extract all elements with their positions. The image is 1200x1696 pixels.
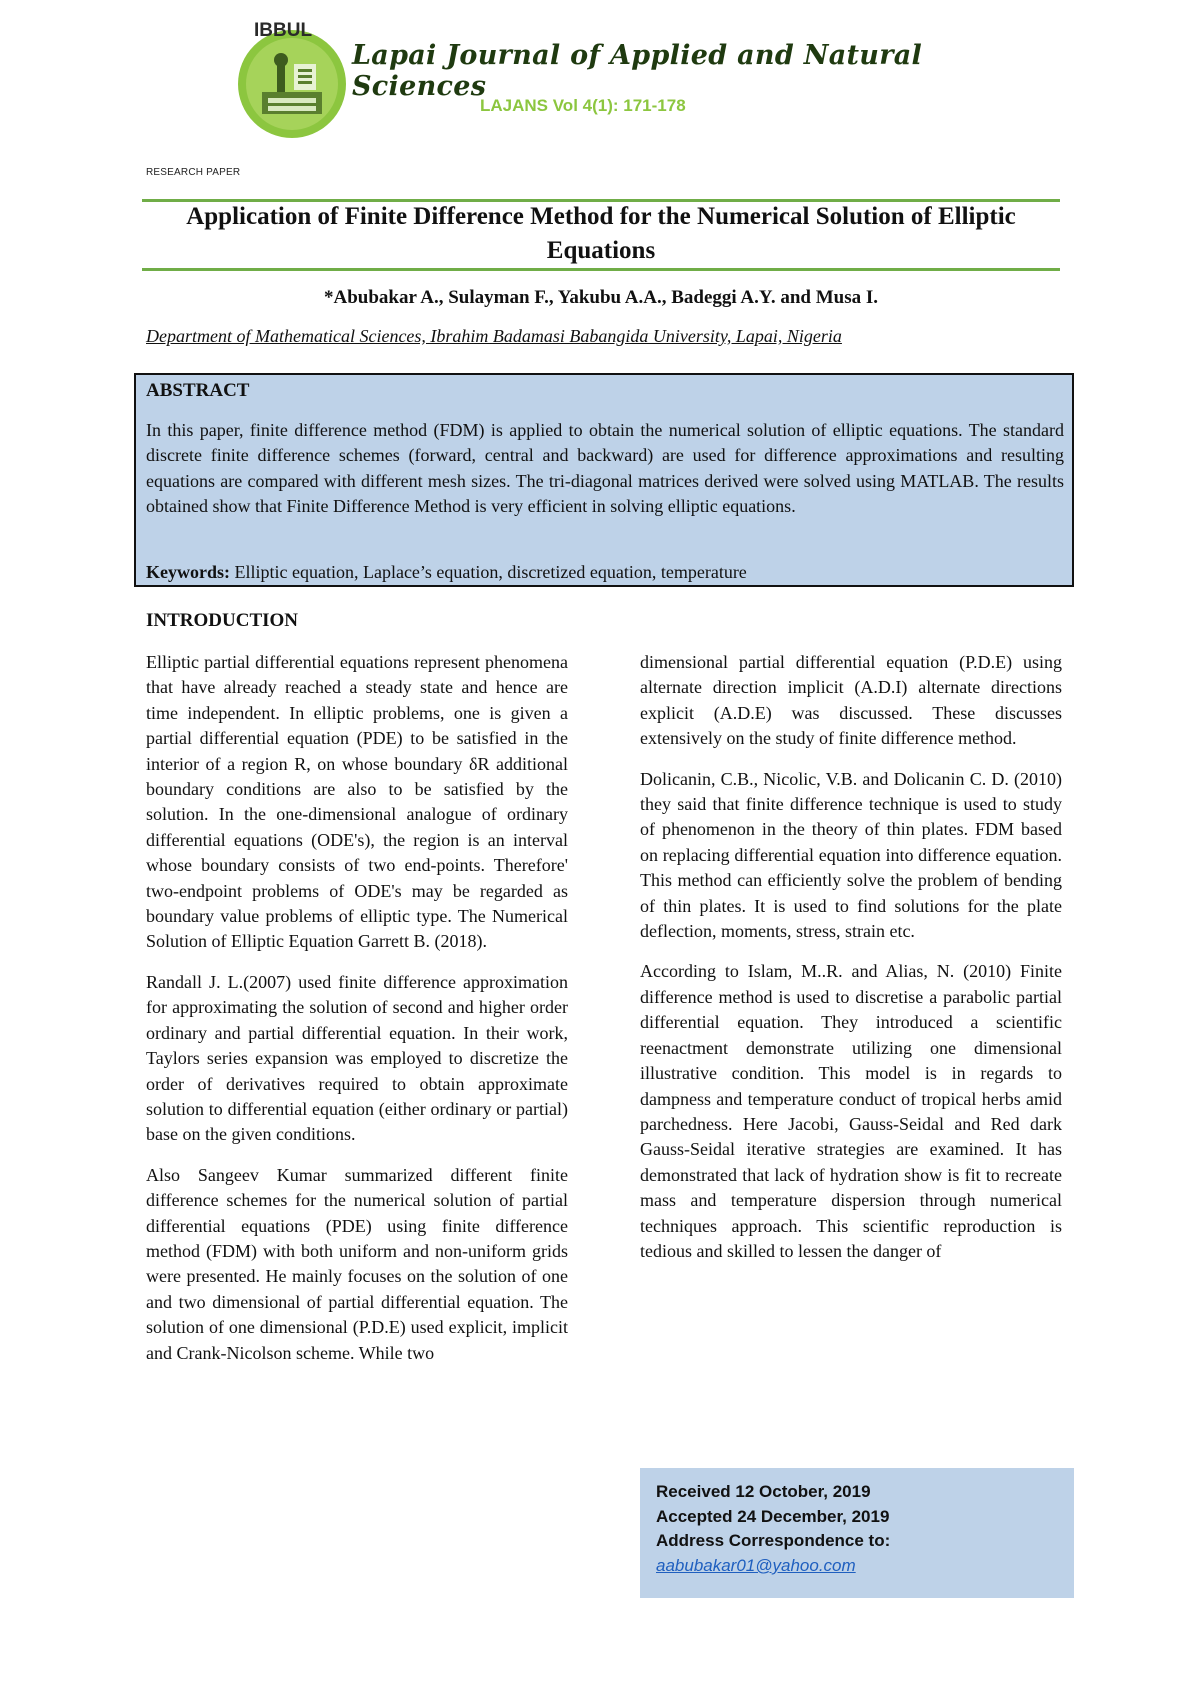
received-info-box bbox=[640, 1468, 1074, 1598]
abstract-text: In this paper, finite difference method (FDM) is applied to obtain the numerical solution of elliptic equations. The standard discrete finite difference schemes (forward, central and backward) are used for difference approximations and resulting equations are compared with different mesh sizes. The tri-diagonal matrices derived were solved using MATLAB. The results obtained show that Finite Difference Method is very efficient in solving elliptic equations. bbox=[146, 420, 1064, 517]
affiliation: Department of Mathematical Sciences, Ibrahim Badamasi Babangida University, Lapai, Nigeria bbox=[146, 326, 842, 346]
authors: *Abubakar A., Sulayman F., Yakubu A.A., Badeggi A.Y. and Musa I. bbox=[323, 287, 878, 308]
received-date: Received 12 October, 2019 bbox=[656, 1482, 871, 1501]
introduction-heading: INTRODUCTION bbox=[146, 610, 299, 631]
keywords-list: Elliptic equation, Laplace’s equation, discretized equation, temperature bbox=[234, 562, 747, 582]
article-title: Application of Finite Difference Method for the Numerical Solution of Elliptic Equations bbox=[186, 203, 1016, 264]
correspondence-email-link[interactable]: aabubakar01@yahoo.com bbox=[656, 1556, 856, 1575]
paper-type-label: RESEARCH PAPER bbox=[146, 167, 241, 178]
left-column bbox=[146, 650, 568, 1381]
abstract-heading: ABSTRACT bbox=[146, 380, 250, 401]
paragraph: dimensional partial differential equation (P.D.E) using alternate direction implicit (A.D.I) alternate directions explicit (A.D.E) was discussed. These discusses extensively on the study of finite difference method. bbox=[640, 652, 1062, 749]
logo-text: IBBUL bbox=[254, 20, 313, 41]
paragraph: According to Islam, M..R. and Alias, N. (2010) Finite difference method is used to discretise a parabolic partial differential equation. They introduced a scientific reenactment demonstrate utilizing one dimensional illustrative condition. This model is in regards to dampness and temperature conduct of tropical herbs amid parchedness. Here Jacobi, Gauss-Seidal and Red dark Gauss-Seidal iterative strategies are examined. It has demonstrated that lack of hydration show is fit to recreate mass and temperature dispersion through numerical techniques approach. This scientific reproduction is tedious and skilled to lessen the danger of bbox=[640, 961, 1062, 1261]
journal-volume: LAJANS Vol 4(1): 171-178 bbox=[480, 96, 686, 115]
keywords bbox=[146, 562, 1064, 583]
title-rule-bottom bbox=[142, 268, 1060, 271]
journal-logo bbox=[232, 22, 352, 142]
journal-name: Lapai Journal of Applied and Natural Sciences bbox=[352, 40, 923, 102]
correspondence-label: Address Correspondence to: bbox=[656, 1531, 891, 1550]
paragraph: Randall J. L.(2007) used finite difference approximation for approximating the solution of second and higher order ordinary and partial differential equation. In their work, Taylors series expansion was employed to discretize the order of derivatives required to obtain approximate solution to differential equation (either ordinary or partial) base on the given conditions. bbox=[146, 971, 568, 1145]
accepted-date: Accepted 24 December, 2019 bbox=[656, 1507, 890, 1526]
paragraph: Also Sangeev Kumar summarized different finite difference schemes for the numerical solution of partial differential equations (PDE) using finite difference method (FDM) with both uniform and non-uniform grids were presented. He mainly focuses on the solution of one and two dimensional of partial differential equation. The solution of one dimensional (P.D.E) used explicit, implicit and Crank-Nicolson scheme. While two bbox=[146, 1164, 568, 1363]
keywords-label: Keywords: bbox=[146, 562, 230, 582]
paragraph: Dolicanin, C.B., Nicolic, V.B. and Dolicanin C. D. (2010) they said that finite difference technique is used to study of phenomenon in the theory of thin plates. FDM based on replacing differential equation into difference equation. This method can efficiently solve the problem of bending of thin plates. It is used to find solutions for the plate deflection, moments, stress, strain etc. bbox=[640, 768, 1062, 942]
paragraph: Elliptic partial differential equations represent phenomena that have already reached a steady state and hence are time independent. In elliptic problems, one is given a partial differential equation (PDE) to be satisfied in the interior of a region R, on whose boundary δR additional boundary conditions are also to be satisfied by the solution. In the one-dimensional analogue of ordinary differential equations (ODE's), the region is an interval whose boundary consists of two end-points. Therefore' two-endpoint problems of ODE's may be regarded as boundary value problems of elliptic type. The Numerical Solution of Elliptic Equation Garrett B. (2018). bbox=[146, 652, 568, 952]
right-column bbox=[640, 650, 1062, 1279]
